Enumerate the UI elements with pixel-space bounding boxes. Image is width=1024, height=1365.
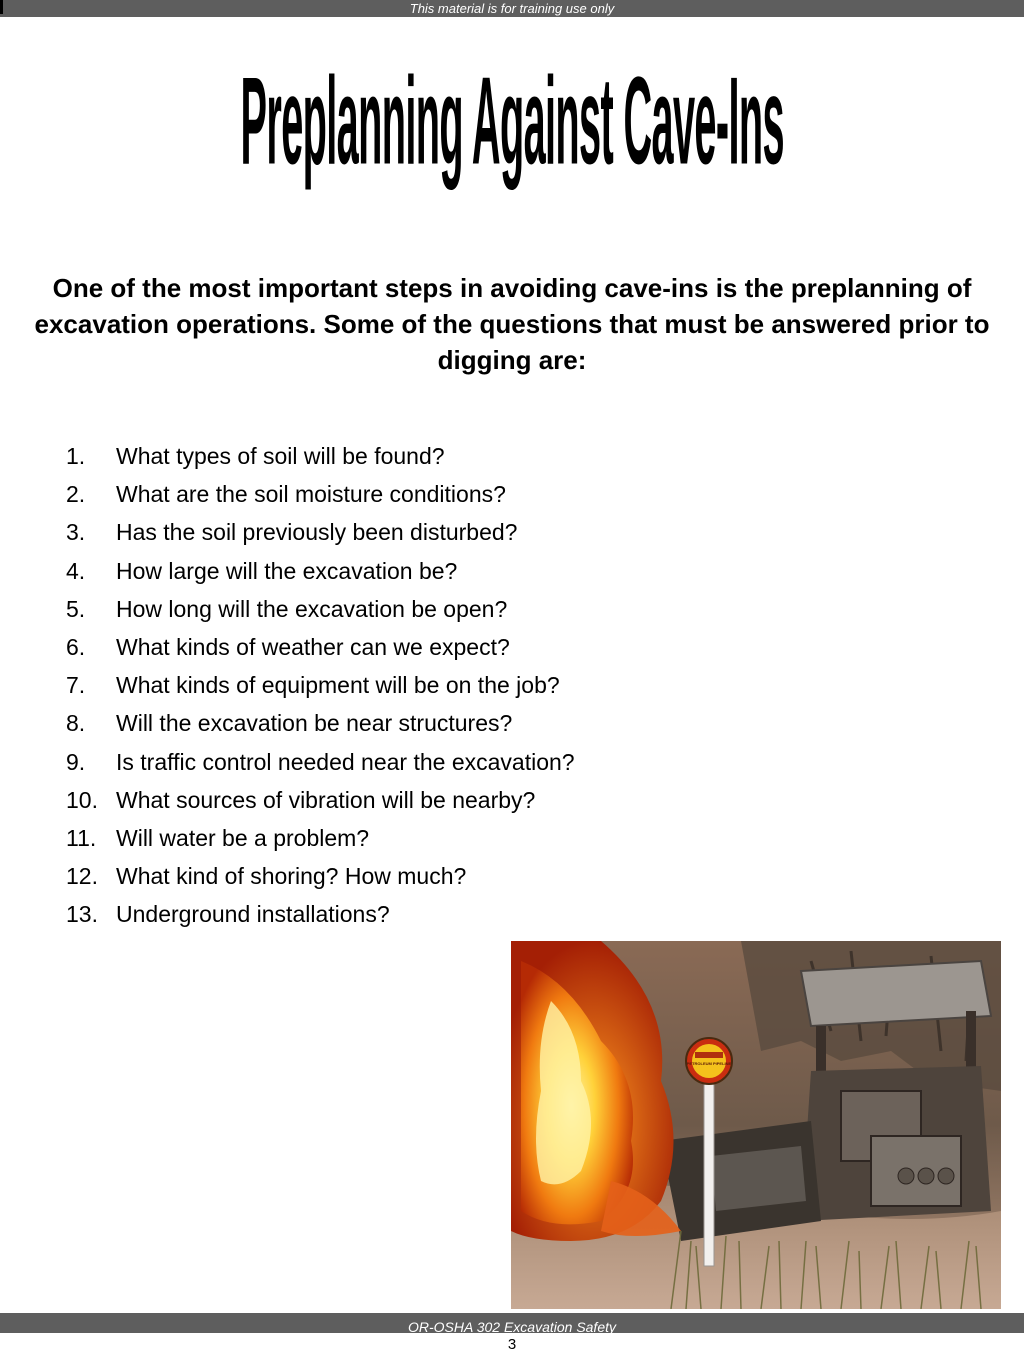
header-bar (0, 0, 1024, 17)
page-number: 3 (507, 1336, 517, 1353)
list-item (66, 895, 706, 933)
list-item (66, 590, 706, 628)
training-notice: This material is for training use only (409, 1, 615, 16)
list-item-text: How large will the excavation be? (116, 557, 458, 584)
list-item-number: 1. (66, 443, 86, 469)
list-item-number: 6. (66, 633, 86, 660)
list-item-number: 13. (66, 901, 98, 928)
list-item (66, 819, 706, 857)
list-item-text: What sources of vibration will be nearby? (116, 786, 536, 813)
list-item (66, 513, 706, 551)
list-item (66, 704, 706, 742)
list-item (66, 437, 706, 475)
list-item-text: Underground installations? (116, 901, 390, 928)
list-item-number: 12. (66, 863, 98, 890)
list-item (66, 743, 706, 781)
list-item-number: 3. (66, 519, 86, 546)
list-item-number: 10. (66, 786, 98, 813)
intro-paragraph: One of the most important steps in avoiding cave-ins is the preplanning of excavation operations. Some of the questions that must be answered prior to digging are: (34, 273, 990, 375)
list-item-text: How long will the excavation be open? (116, 595, 508, 622)
list-item (66, 628, 706, 666)
list-item-text: Has the soil previously been disturbed? (116, 519, 518, 546)
list-item-text: What types of soil will be found? (116, 443, 445, 469)
list-item-text: What are the soil moisture conditions? (116, 481, 506, 508)
marker-sign-text: PETROLEUM PIPELINE (686, 1061, 732, 1066)
header-corner-mark (0, 0, 3, 14)
course-title: OR-OSHA 302 Excavation Safety (407, 1319, 617, 1335)
list-item-number: 9. (66, 748, 86, 775)
list-item-number: 7. (66, 672, 86, 699)
list-item-text: Will water be a problem? (116, 824, 370, 851)
list-item-text: What kinds of equipment will be on the job? (116, 672, 560, 699)
pipeline-fire-photo (511, 941, 1001, 1309)
list-item-number: 4. (66, 557, 86, 584)
list-item-number: 11. (66, 824, 97, 851)
list-item-text: Will the excavation be near structures? (116, 710, 513, 737)
list-item (66, 475, 706, 513)
list-item (66, 857, 706, 895)
footer-bar (0, 1313, 1024, 1333)
page-title-text: Preplanning Against Cave-Ins (240, 50, 784, 191)
list-item-text: What kind of shoring? How much? (116, 863, 467, 890)
list-item (66, 552, 706, 590)
list-item-number: 5. (66, 595, 86, 622)
list-item-number: 8. (66, 710, 86, 737)
list-item-number: 2. (66, 481, 86, 508)
list-item (66, 781, 706, 819)
page-title (0, 50, 1024, 191)
list-item-text: Is traffic control needed near the excavation? (116, 748, 575, 775)
list-item (66, 666, 706, 704)
list-item-text: What kinds of weather can we expect? (116, 633, 510, 660)
questions-list (66, 437, 706, 933)
